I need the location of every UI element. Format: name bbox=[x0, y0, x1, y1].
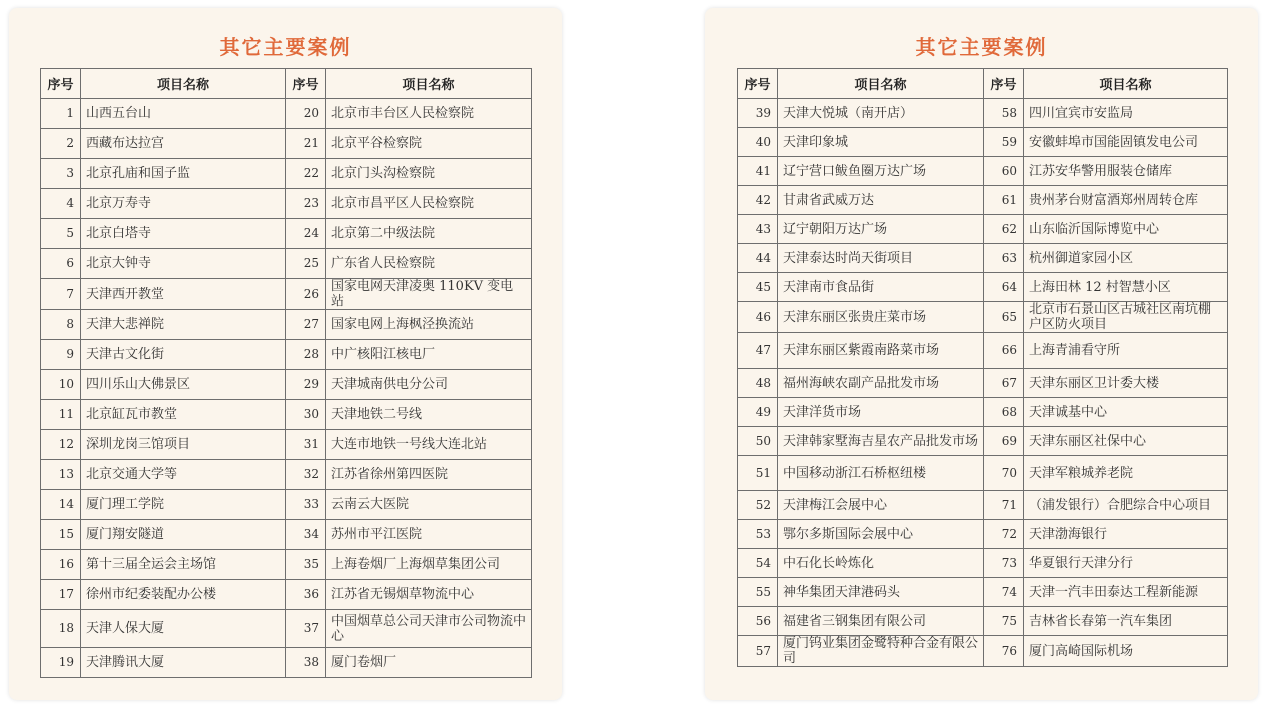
row-number: 53 bbox=[738, 520, 778, 549]
row-number: 15 bbox=[41, 520, 81, 550]
project-name: 江苏省无锡烟草物流中心 bbox=[326, 580, 532, 610]
row-number: 72 bbox=[984, 520, 1024, 549]
row-number: 41 bbox=[738, 157, 778, 186]
table-row bbox=[41, 460, 532, 490]
row-number: 73 bbox=[984, 549, 1024, 578]
project-name: 福建省三钢集团有限公司 bbox=[778, 607, 984, 636]
table-row bbox=[738, 215, 1228, 244]
row-number: 16 bbox=[41, 550, 81, 580]
project-name: 天津西开教堂 bbox=[81, 279, 286, 310]
table-row bbox=[738, 99, 1228, 128]
row-number: 32 bbox=[286, 460, 326, 490]
project-name: 上海卷烟厂上海烟草集团公司 bbox=[326, 550, 532, 580]
row-number: 23 bbox=[286, 189, 326, 219]
table-row bbox=[738, 128, 1228, 157]
project-name: 天津大悦城（南开店） bbox=[778, 99, 984, 128]
table-row bbox=[738, 549, 1228, 578]
table-row bbox=[738, 456, 1228, 491]
header-num: 序号 bbox=[984, 69, 1024, 99]
row-number: 6 bbox=[41, 249, 81, 279]
row-number: 48 bbox=[738, 369, 778, 398]
project-name: 天津一汽丰田泰达工程新能源 bbox=[1024, 578, 1228, 607]
project-name: 天津东丽区紫霞南路菜市场 bbox=[778, 333, 984, 369]
row-number: 29 bbox=[286, 370, 326, 400]
row-number: 35 bbox=[286, 550, 326, 580]
project-name: 四川宜宾市安监局 bbox=[1024, 99, 1228, 128]
project-name: 天津东丽区社保中心 bbox=[1024, 427, 1228, 456]
row-number: 31 bbox=[286, 430, 326, 460]
project-name: 四川乐山大佛景区 bbox=[81, 370, 286, 400]
project-name: 山东临沂国际博览中心 bbox=[1024, 215, 1228, 244]
row-number: 60 bbox=[984, 157, 1024, 186]
row-number: 5 bbox=[41, 219, 81, 249]
project-name: 北京大钟寺 bbox=[81, 249, 286, 279]
table-row bbox=[738, 302, 1228, 333]
row-number: 68 bbox=[984, 398, 1024, 427]
project-name: 天津军粮城养老院 bbox=[1024, 456, 1228, 491]
table-row bbox=[41, 249, 532, 279]
table-row bbox=[41, 219, 532, 249]
project-name: 天津泰达时尚天街项目 bbox=[778, 244, 984, 273]
header-name: 项目名称 bbox=[326, 69, 532, 99]
project-name: 北京万寿寺 bbox=[81, 189, 286, 219]
table-row bbox=[738, 186, 1228, 215]
panel-title: 其它主要案例 bbox=[915, 35, 1048, 59]
row-number: 38 bbox=[286, 648, 326, 678]
table-row bbox=[41, 648, 532, 678]
row-number: 54 bbox=[738, 549, 778, 578]
row-number: 11 bbox=[41, 400, 81, 430]
left-panel bbox=[9, 8, 562, 700]
project-name: 天津古文化街 bbox=[81, 340, 286, 370]
row-number: 47 bbox=[738, 333, 778, 369]
project-name: 江苏安华警用服装仓储库 bbox=[1024, 157, 1228, 186]
row-number: 26 bbox=[286, 279, 326, 310]
row-number: 44 bbox=[738, 244, 778, 273]
project-name: 天津东丽区卫计委大楼 bbox=[1024, 369, 1228, 398]
row-number: 21 bbox=[286, 129, 326, 159]
row-number: 17 bbox=[41, 580, 81, 610]
row-number: 25 bbox=[286, 249, 326, 279]
project-name: 福州海峡农副产品批发市场 bbox=[778, 369, 984, 398]
project-name: 天津韩家墅海吉星农产品批发市场 bbox=[778, 427, 984, 456]
row-number: 8 bbox=[41, 310, 81, 340]
project-name: 中国移动浙江石桥枢纽楼 bbox=[778, 456, 984, 491]
project-name: 国家电网上海枫泾换流站 bbox=[326, 310, 532, 340]
table-row bbox=[738, 578, 1228, 607]
row-number: 74 bbox=[984, 578, 1024, 607]
project-name: 西藏布达拉宫 bbox=[81, 129, 286, 159]
project-name: 厦门钨业集团金鹭特种合金有限公司 bbox=[778, 636, 984, 667]
table-row bbox=[738, 333, 1228, 369]
project-name: 天津地铁二号线 bbox=[326, 400, 532, 430]
row-number: 37 bbox=[286, 610, 326, 648]
project-name: 北京孔庙和国子监 bbox=[81, 159, 286, 189]
row-number: 4 bbox=[41, 189, 81, 219]
project-name: 杭州御道家园小区 bbox=[1024, 244, 1228, 273]
row-number: 67 bbox=[984, 369, 1024, 398]
row-number: 39 bbox=[738, 99, 778, 128]
project-name: 厦门卷烟厂 bbox=[326, 648, 532, 678]
row-number: 22 bbox=[286, 159, 326, 189]
table-row bbox=[41, 279, 532, 310]
row-number: 64 bbox=[984, 273, 1024, 302]
project-name: 北京白塔寺 bbox=[81, 219, 286, 249]
project-name: 徐州市纪委装配办公楼 bbox=[81, 580, 286, 610]
project-name: 鄂尔多斯国际会展中心 bbox=[778, 520, 984, 549]
project-name: 神华集团天津港码头 bbox=[778, 578, 984, 607]
project-name: 华夏银行天津分行 bbox=[1024, 549, 1228, 578]
table-row bbox=[738, 369, 1228, 398]
header-name: 项目名称 bbox=[81, 69, 286, 99]
row-number: 76 bbox=[984, 636, 1024, 667]
row-number: 40 bbox=[738, 128, 778, 157]
table-row bbox=[41, 370, 532, 400]
row-number: 2 bbox=[41, 129, 81, 159]
row-number: 63 bbox=[984, 244, 1024, 273]
project-name: 天津印象城 bbox=[778, 128, 984, 157]
row-number: 52 bbox=[738, 491, 778, 520]
project-name: 甘肃省武威万达 bbox=[778, 186, 984, 215]
project-name: 辽宁营口鲅鱼圈万达广场 bbox=[778, 157, 984, 186]
row-number: 33 bbox=[286, 490, 326, 520]
table-row bbox=[41, 99, 532, 129]
project-name: 天津渤海银行 bbox=[1024, 520, 1228, 549]
header-num: 序号 bbox=[738, 69, 778, 99]
project-name: 北京市石景山区古城社区南坑棚户区防火项目 bbox=[1024, 302, 1228, 333]
table-row bbox=[41, 610, 532, 648]
table-row bbox=[738, 636, 1228, 667]
row-number: 51 bbox=[738, 456, 778, 491]
table-row bbox=[41, 310, 532, 340]
row-number: 18 bbox=[41, 610, 81, 648]
row-number: 28 bbox=[286, 340, 326, 370]
project-name: 天津诚基中心 bbox=[1024, 398, 1228, 427]
row-number: 19 bbox=[41, 648, 81, 678]
table-body bbox=[738, 99, 1228, 667]
table-row bbox=[41, 430, 532, 460]
project-name: 上海青浦看守所 bbox=[1024, 333, 1228, 369]
row-number: 1 bbox=[41, 99, 81, 129]
row-number: 66 bbox=[984, 333, 1024, 369]
row-number: 59 bbox=[984, 128, 1024, 157]
row-number: 36 bbox=[286, 580, 326, 610]
header-name: 项目名称 bbox=[1024, 69, 1228, 99]
project-name: 天津洋货市场 bbox=[778, 398, 984, 427]
table-row bbox=[738, 427, 1228, 456]
project-name: 国家电网天津凌奥 110KV 变电站 bbox=[326, 279, 532, 310]
row-number: 45 bbox=[738, 273, 778, 302]
project-name: 天津东丽区张贵庄菜市场 bbox=[778, 302, 984, 333]
table-row bbox=[41, 189, 532, 219]
row-number: 50 bbox=[738, 427, 778, 456]
project-name: 北京平谷检察院 bbox=[326, 129, 532, 159]
project-name: 北京缸瓦市教堂 bbox=[81, 400, 286, 430]
row-number: 27 bbox=[286, 310, 326, 340]
project-name: 北京交通大学等 bbox=[81, 460, 286, 490]
project-name: 云南云大医院 bbox=[326, 490, 532, 520]
table-row bbox=[41, 159, 532, 189]
header-num: 序号 bbox=[286, 69, 326, 99]
row-number: 57 bbox=[738, 636, 778, 667]
project-name: 辽宁朝阳万达广场 bbox=[778, 215, 984, 244]
table-row bbox=[738, 607, 1228, 636]
project-name: 大连市地铁一号线大连北站 bbox=[326, 430, 532, 460]
project-name: 中国烟草总公司天津市公司物流中心 bbox=[326, 610, 532, 648]
row-number: 70 bbox=[984, 456, 1024, 491]
project-name: 苏州市平江医院 bbox=[326, 520, 532, 550]
table-row bbox=[738, 520, 1228, 549]
header-num: 序号 bbox=[41, 69, 81, 99]
case-table-right bbox=[737, 68, 1228, 667]
project-name: 天津南市食品街 bbox=[778, 273, 984, 302]
row-number: 24 bbox=[286, 219, 326, 249]
table-row bbox=[738, 398, 1228, 427]
row-number: 9 bbox=[41, 340, 81, 370]
table-row bbox=[738, 491, 1228, 520]
table-row bbox=[41, 580, 532, 610]
table-row bbox=[738, 273, 1228, 302]
row-number: 62 bbox=[984, 215, 1024, 244]
project-name: 厦门高崎国际机场 bbox=[1024, 636, 1228, 667]
row-number: 58 bbox=[984, 99, 1024, 128]
table-row bbox=[41, 520, 532, 550]
row-number: 69 bbox=[984, 427, 1024, 456]
table-row bbox=[41, 400, 532, 430]
table-body bbox=[41, 99, 532, 678]
project-name: 天津大悲禅院 bbox=[81, 310, 286, 340]
row-number: 7 bbox=[41, 279, 81, 310]
project-name: 天津腾讯大厦 bbox=[81, 648, 286, 678]
project-name: 北京市昌平区人民检察院 bbox=[326, 189, 532, 219]
row-number: 14 bbox=[41, 490, 81, 520]
row-number: 42 bbox=[738, 186, 778, 215]
project-name: 上海田林 12 村智慧小区 bbox=[1024, 273, 1228, 302]
project-name: 北京市丰台区人民检察院 bbox=[326, 99, 532, 129]
table-row bbox=[738, 244, 1228, 273]
project-name: 北京门头沟检察院 bbox=[326, 159, 532, 189]
row-number: 43 bbox=[738, 215, 778, 244]
row-number: 65 bbox=[984, 302, 1024, 333]
project-name: 贵州茅台财富酒郑州周转仓库 bbox=[1024, 186, 1228, 215]
table-row bbox=[41, 490, 532, 520]
row-number: 55 bbox=[738, 578, 778, 607]
project-name: 北京第二中级法院 bbox=[326, 219, 532, 249]
row-number: 30 bbox=[286, 400, 326, 430]
row-number: 75 bbox=[984, 607, 1024, 636]
header-name: 项目名称 bbox=[778, 69, 984, 99]
project-name: 天津人保大厦 bbox=[81, 610, 286, 648]
table-row bbox=[41, 340, 532, 370]
project-name: 深圳龙岗三馆项目 bbox=[81, 430, 286, 460]
project-name: 广东省人民检察院 bbox=[326, 249, 532, 279]
row-number: 46 bbox=[738, 302, 778, 333]
row-number: 12 bbox=[41, 430, 81, 460]
table-row bbox=[738, 157, 1228, 186]
table-header-row bbox=[41, 69, 532, 99]
project-name: 江苏省徐州第四医院 bbox=[326, 460, 532, 490]
table-header-row bbox=[738, 69, 1228, 99]
project-name: 厦门理工学院 bbox=[81, 490, 286, 520]
project-name: 天津梅江会展中心 bbox=[778, 491, 984, 520]
row-number: 10 bbox=[41, 370, 81, 400]
project-name: 中广核阳江核电厂 bbox=[326, 340, 532, 370]
project-name: 吉林省长春第一汽车集团 bbox=[1024, 607, 1228, 636]
project-name: 第十三届全运会主场馆 bbox=[81, 550, 286, 580]
table-row bbox=[41, 550, 532, 580]
row-number: 49 bbox=[738, 398, 778, 427]
row-number: 13 bbox=[41, 460, 81, 490]
row-number: 71 bbox=[984, 491, 1024, 520]
row-number: 61 bbox=[984, 186, 1024, 215]
project-name: 安徽蚌埠市国能固镇发电公司 bbox=[1024, 128, 1228, 157]
row-number: 3 bbox=[41, 159, 81, 189]
project-name: 山西五台山 bbox=[81, 99, 286, 129]
row-number: 20 bbox=[286, 99, 326, 129]
project-name: （浦发银行）合肥综合中心项目 bbox=[1024, 491, 1228, 520]
case-table-left bbox=[40, 68, 532, 678]
table-row bbox=[41, 129, 532, 159]
row-number: 56 bbox=[738, 607, 778, 636]
project-name: 厦门翔安隧道 bbox=[81, 520, 286, 550]
project-name: 天津城南供电分公司 bbox=[326, 370, 532, 400]
project-name: 中石化长岭炼化 bbox=[778, 549, 984, 578]
row-number: 34 bbox=[286, 520, 326, 550]
panel-title: 其它主要案例 bbox=[219, 35, 352, 59]
right-panel bbox=[705, 8, 1258, 700]
